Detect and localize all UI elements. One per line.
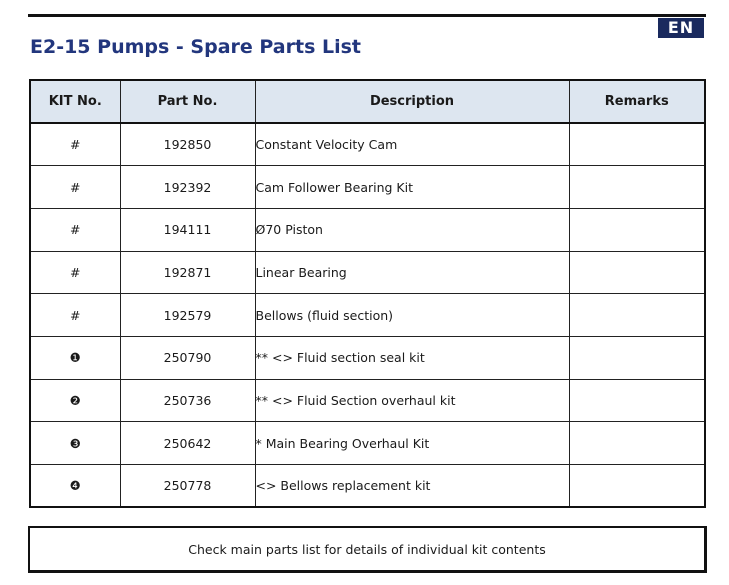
kit-number-4-icon: ❹	[30, 465, 120, 508]
part-number-cell: 192392	[120, 166, 255, 209]
page-title: E2-15 Pumps - Spare Parts List	[30, 36, 362, 58]
table-row	[30, 208, 705, 251]
kit-cell: #	[30, 166, 120, 209]
top-rule	[28, 14, 706, 17]
table-row	[30, 123, 705, 166]
table-row	[30, 251, 705, 294]
table-header-row	[30, 80, 705, 123]
part-number-cell: 250790	[120, 336, 255, 379]
remarks-cell	[569, 422, 705, 465]
header-remarks: Remarks	[569, 80, 705, 123]
description-cell: Bellows (fluid section)	[255, 294, 569, 337]
kit-cell: #	[30, 123, 120, 166]
description-cell: Linear Bearing	[255, 251, 569, 294]
description-cell: ** <> Fluid section seal kit	[255, 336, 569, 379]
remarks-cell	[569, 294, 705, 337]
remarks-cell	[569, 251, 705, 294]
table-row	[30, 336, 705, 379]
part-number-cell: 250736	[120, 379, 255, 422]
description-cell: <> Bellows replacement kit	[255, 465, 569, 508]
kit-cell: #	[30, 208, 120, 251]
remarks-cell	[569, 166, 705, 209]
kit-cell: #	[30, 294, 120, 337]
table-row	[30, 294, 705, 337]
kit-number-3-icon: ❸	[30, 422, 120, 465]
remarks-cell	[569, 379, 705, 422]
description-cell: Constant Velocity Cam	[255, 123, 569, 166]
part-number-cell: 192850	[120, 123, 255, 166]
kit-number-2-icon: ❷	[30, 379, 120, 422]
header-description: Description	[255, 80, 569, 123]
description-cell: Cam Follower Bearing Kit	[255, 166, 569, 209]
remarks-cell	[569, 208, 705, 251]
part-number-cell: 192871	[120, 251, 255, 294]
footer-note-text: Check main parts list for details of individual kit contents	[188, 541, 546, 557]
remarks-cell	[569, 123, 705, 166]
header-part-no: Part No.	[120, 80, 255, 123]
table-row	[30, 422, 705, 465]
footer-note	[28, 526, 707, 573]
part-number-cell: 250778	[120, 465, 255, 508]
remarks-cell	[569, 336, 705, 379]
spare-parts-table	[29, 79, 706, 508]
description-cell: Ø70 Piston	[255, 208, 569, 251]
kit-cell: #	[30, 251, 120, 294]
part-number-cell: 194111	[120, 208, 255, 251]
header-kit-no: KIT No.	[30, 80, 120, 123]
table-row	[30, 379, 705, 422]
description-cell: * Main Bearing Overhaul Kit	[255, 422, 569, 465]
remarks-cell	[569, 465, 705, 508]
table-row	[30, 166, 705, 209]
table-row	[30, 465, 705, 508]
part-number-cell: 192579	[120, 294, 255, 337]
kit-number-1-icon: ❶	[30, 336, 120, 379]
description-cell: ** <> Fluid Section overhaul kit	[255, 379, 569, 422]
part-number-cell: 250642	[120, 422, 255, 465]
language-badge: EN	[658, 18, 704, 38]
